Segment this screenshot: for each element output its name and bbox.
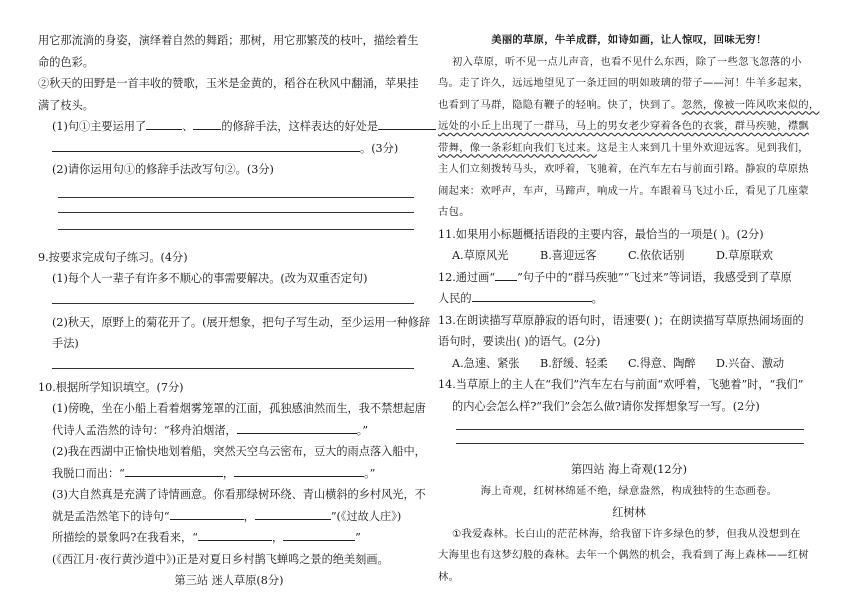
passage-line: 古包。 [438,206,470,218]
question-11-options [438,245,820,267]
answer-blank[interactable] [472,289,592,302]
question-10-1: (1)傍晚，坐在小船上看着烟雾笼罩的江面，孤独感油然而生，我不禁想起唐 [52,402,426,415]
right-column [438,30,820,588]
wavy-underlined-sentence: 远处的小丘上出现了一群马，马上的男女老少穿着各色的衣裳，群马疾驰，襟飘 [438,120,809,132]
question-14: 14.当草原上的主人在“我们”汽车左右与前面“欢呼着，飞驰着”时，“我们” [438,378,804,391]
question-13-cont: 语句时，要读出( )的语气。(2分) [438,335,601,348]
question-10-3-cont: 就是孟浩然笔下的诗句“ ， ”(《过故人庄》) [38,506,410,528]
article-line: ①我爱森林。长白山的茫茫林海，给我留下许多绿色的梦，但我从没想到在 [452,527,801,540]
question-12-cont: 人民的 。 [438,288,820,310]
question-1: (1)句①主要运用了 、 的修辞手法，这样表达的好处是 [38,116,410,138]
passage-line: 命的色彩。 [38,55,94,69]
option-a[interactable]: A.草原风光 [452,249,509,262]
section-title: 第四站 海上奇观(12分) [570,463,688,476]
option-d[interactable]: D.兴奋、激动 [716,356,785,370]
question-10-2-cont: 我脱口而出：“ ， 。” [38,463,410,485]
question-14-cont: 的内心会怎么样?“我们”会怎么做?请你发挥想象写一写。(2分) [452,399,760,413]
question-13-options [438,353,820,375]
question-9-2-cont: 手法) [52,337,79,350]
passage-line: 满了枝头。 [38,98,94,112]
option-a[interactable]: A.急速、紧张 [452,356,520,370]
answer-blank[interactable] [52,139,360,152]
article-title: 红树林 [612,506,646,519]
answer-line[interactable] [38,290,410,312]
left-column [38,30,431,592]
question-10-1-cont: 代诗人孟浩然的诗句：“移舟泊烟渚， 。” [38,420,410,442]
answer-line[interactable] [438,438,820,459]
answer-line[interactable] [438,417,820,438]
question-13: 13.在朗读描写草原静寂的语句时，语速要( )；在朗读描写草原热闹场面的 [438,313,804,327]
article-line: 大海里也有这梦幻般的森林。去年一个偶然的机会，我看到了海上森林——红树 [438,549,809,561]
answer-blank[interactable] [170,507,244,520]
answer-blank[interactable] [378,117,436,130]
answer-blank[interactable] [193,117,221,130]
answer-blank[interactable] [237,421,357,434]
answer-blank[interactable] [125,464,223,477]
answer-line[interactable] [38,185,410,206]
wavy-underlined-sentence: 带舞，像一条彩虹向我们飞过来。 [438,141,597,154]
passage-line: ②秋天的田野是一首丰收的赞歌，玉米是金黄的，稻谷在秋风中翻涌，苹果挂 [38,77,419,90]
wavy-underlined-sentence: 忽然，像被一阵风吹来似的， [681,98,820,111]
option-b[interactable]: B.喜迎远客 [540,249,597,262]
passage-line: 鸟。走了许久，远远地望见了一条迂回的明如玻璃的带子——河！牛羊多起来， [438,77,809,89]
option-b[interactable]: B.舒缓、轻柔 [540,356,608,370]
answer-blank[interactable] [255,507,331,520]
answer-line[interactable] [38,206,410,227]
question-10-3-cont: 所描绘的景象吗?在我看来，“ ， ” [38,527,410,549]
question-11: 11.如果用小标题概括语段的主要内容，最恰当的一项是( )。(2分) [438,227,764,241]
question-10-3: (3)大自然真是充满了诗情画意。你看那绿树环绕、青山横斜的乡村风光，不 [52,488,426,501]
passage-line: 带舞，像一条彩虹向我们飞过来。这是主人来到几十里外欢迎远客。见到我们， [438,141,809,154]
question-10: 10.根据所学知识填空。(7分) [38,380,184,394]
answer-blank[interactable] [234,464,364,477]
article-line: 林。 [438,570,460,583]
question-12: 12.通过画“ ”句子中的“群马疾驰”“飞过来”等词语，我感受到了草原 [438,267,820,289]
passage-line: 主人们立刻拨转马头，欢呼着，飞驰着，在汽车左右与前面引路。静寂的草原热 [438,163,809,175]
passage-heading: 美丽的草原，牛羊成群，如诗如画，让人惊叹，回味无穷！ [491,34,767,46]
question-1-cont: 。(3分) [38,138,410,160]
option-c[interactable]: C.得意、陶醉 [628,356,696,370]
answer-blank[interactable] [495,268,517,281]
passage-line: 用它那流淌的身姿，演绎着自然的舞蹈；那树，用它那繁茂的枝叶，描绘着生 [38,34,419,47]
option-d[interactable]: D.草原联欢 [716,249,773,262]
question-10-3-cont: (《西江月·夜行黄沙道中》)正是对夏日乡村鹊飞蝉鸣之景的绝美刻画。 [52,552,389,566]
answer-blank[interactable] [146,117,182,130]
answer-line[interactable] [38,227,410,247]
answer-blank[interactable] [198,528,272,541]
question-9-1: (1)每个人一辈子有许多不顺心的事需要解决。(改为双重否定句) [52,272,368,285]
question-9: 9.按要求完成句子练习。(4分) [38,250,188,264]
option-c[interactable]: C.依依话别 [628,249,685,262]
section-intro: 海上奇观，红树林绵延不绝，绿意盎然，构成独特的生态画卷。 [480,484,778,497]
passage-line: 也看到了马群，隐隐有鞭子的轻响。快了，快到了。忽然，像被一阵风吹来似的， [438,98,820,111]
answer-line[interactable] [38,355,410,377]
section-title: 第三站 迷人草原(8分) [174,574,284,587]
question-10-2: (2)我在西湖中正愉快地划着船，突然天空乌云密布，豆大的雨点落入船中， [52,445,426,458]
passage-line: 初入草原，听不见一点儿声音，也看不见什么东西，除了一些忽飞忽落的小 [452,55,802,68]
question-2: (2)请你运用句①的修辞手法改写句②。(3分) [52,163,274,176]
passage-line: 闹起来：欢呼声，车声，马蹄声，响成一片。车跟着马飞过小丘，看见了几座蒙 [438,184,809,197]
question-9-2: (2)秋天，原野上的菊花开了。(展开想象，把句子写生动，至少运用一种修辞 [52,315,431,329]
answer-blank[interactable] [283,528,355,541]
